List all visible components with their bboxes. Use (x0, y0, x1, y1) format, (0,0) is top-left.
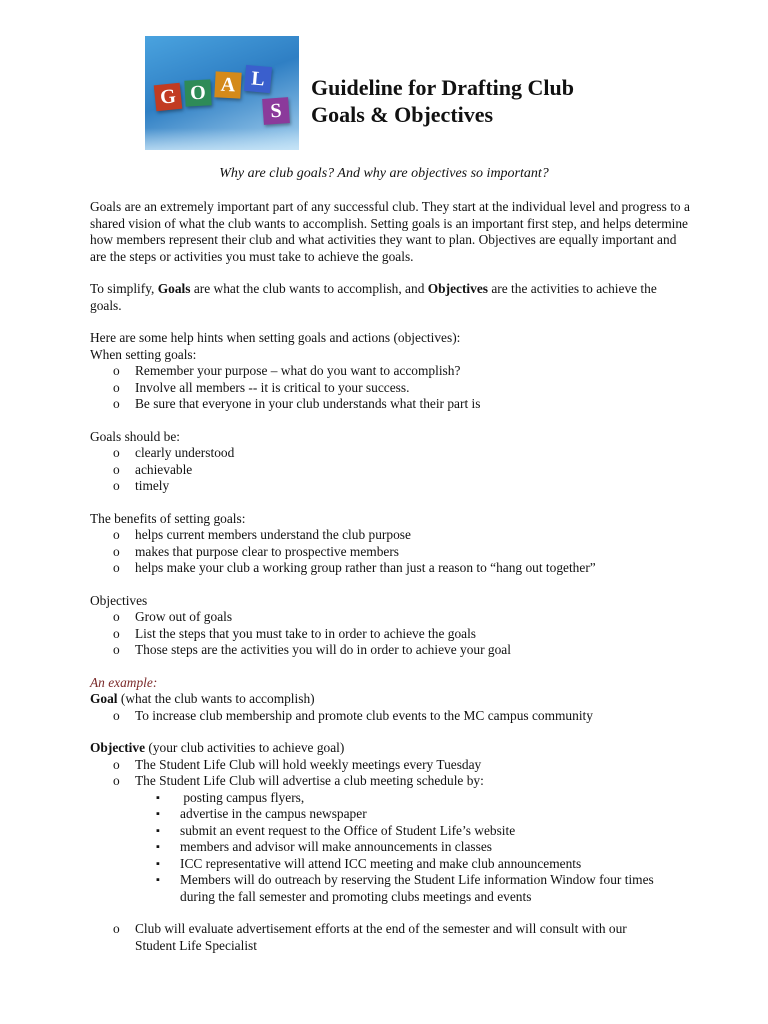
circle-bullet-icon: o (113, 527, 120, 542)
sub-list-item: ▪ Members will do outreach by reserving the Student Life information Window four times during the fall semester and promoting clubs meetings and events (156, 872, 654, 904)
circle-bullet-icon: o (113, 396, 120, 411)
sub-list-item: ▪ ICC representative will attend ICC meeting and make club announcements (156, 855, 582, 871)
title-line-1: Guideline for Drafting Club (311, 75, 575, 100)
objective-desc: (your club activities to achieve goal) (145, 740, 345, 755)
logo-block-o: O (184, 79, 211, 106)
list-item: o achievable (113, 461, 193, 477)
goals-should-heading: Goals should be: (90, 428, 181, 444)
goals-logo-image (145, 36, 299, 150)
circle-bullet-icon: o (113, 756, 120, 772)
objectives-word: Objectives (427, 281, 488, 296)
list-item: o timely (113, 478, 170, 493)
logo-block-s: S (262, 97, 290, 125)
circle-bullet-icon: o (113, 445, 120, 460)
goal-line (90, 691, 690, 708)
intro-paragraph: Goals are an extremely important part of any successful club. They start at the individual level and progress to a shared vision of what the club wants to accomplish. Setting goals is an important first step, and helps determine how members represent their club and what activities they want to plan. Objectives are equally important and are the steps or activities you must take to achieve the goals. (90, 199, 690, 264)
subtitle: Why are club goals? And why are objectives so important? (219, 166, 549, 181)
list-item: o Remember your purpose – what do you want to accomplish? (113, 363, 461, 378)
circle-bullet-icon: o (113, 478, 120, 493)
objective-line (90, 740, 690, 757)
simplify-prefix: To simplify, (90, 281, 158, 296)
square-bullet-icon: ▪ (156, 808, 160, 820)
example-label: An example: (90, 674, 158, 690)
list-item: o To increase club membership and promote club events to the MC campus community (113, 707, 593, 723)
title-line-2: Goals & Objectives (311, 102, 494, 127)
objective-word: Objective (90, 740, 146, 755)
circle-bullet-icon: o (113, 461, 120, 477)
simplify-middle: are what the club wants to accomplish, and (190, 281, 428, 296)
goal-desc: (what the club wants to accomplish) (117, 691, 315, 706)
circle-bullet-icon: o (113, 773, 120, 788)
sub-list-item: ▪ advertise in the campus newspaper (156, 806, 367, 821)
list-item: o List the steps that you must take to in order to achieve the goals (113, 625, 477, 641)
list-item: o Be sure that everyone in your club understands what their part is (113, 396, 481, 411)
sub-list-item: ▪ posting campus flyers, (156, 789, 305, 805)
goal-word: Goal (90, 691, 118, 706)
square-bullet-icon: ▪ (156, 857, 160, 870)
square-bullet-icon: ▪ (156, 874, 160, 886)
hints-intro: Here are some help hints when setting goals and actions (objectives): (90, 330, 461, 345)
list-item: o Those steps are the activities you will do in order to achieve your goal (113, 642, 511, 657)
square-bullet-icon: ▪ (156, 841, 160, 853)
sub-list-item: ▪ members and advisor will make announcements in classes (156, 839, 492, 854)
objectives-heading: Objectives (90, 592, 148, 608)
circle-bullet-icon: o (113, 921, 120, 936)
list-item: o clearly understood (113, 445, 235, 460)
sub-list-item: ▪ submit an event request to the Office of Student Life’s website (156, 822, 516, 838)
square-bullet-icon: ▪ (156, 824, 160, 837)
simplify-suffix: are the activities to achieve the goals. (90, 281, 657, 313)
list-item: o Involve all members -- it is critical to your success. (113, 379, 410, 395)
square-bullet-icon: ▪ (156, 791, 160, 804)
goals-word: Goals (157, 281, 191, 296)
circle-bullet-icon: o (113, 609, 120, 624)
hints-when-setting: When setting goals: (90, 346, 197, 362)
circle-bullet-icon: o (113, 543, 120, 559)
circle-bullet-icon: o (113, 379, 120, 395)
circle-bullet-icon: o (113, 363, 120, 378)
circle-bullet-icon: o (113, 560, 120, 575)
list-item: o Club will evaluate advertisement efforts at the end of the semester and will consult with our Student Life Specialist (113, 921, 627, 953)
circle-bullet-icon: o (113, 625, 120, 641)
benefits-heading: The benefits of setting goals: (90, 510, 246, 526)
simplify-paragraph (90, 281, 690, 314)
logo-block-a: A (214, 71, 241, 98)
logo-block-g: G (154, 83, 183, 112)
list-item: o helps current members understand the club purpose (113, 527, 411, 542)
circle-bullet-icon: o (113, 642, 120, 657)
list-item: o The Student Life Club will advertise a club meeting schedule by: (113, 773, 484, 788)
list-item: o Grow out of goals (113, 609, 233, 624)
document-body (90, 199, 690, 954)
list-item: o helps make your club a working group rather than just a reason to “hang out together” (113, 560, 596, 575)
logo-block-l: L (244, 65, 272, 93)
list-item: o The Student Life Club will hold weekly meetings every Tuesday (113, 756, 482, 772)
circle-bullet-icon: o (113, 707, 120, 723)
page-title (311, 74, 574, 128)
list-item: o makes that purpose clear to prospective members (113, 543, 400, 559)
